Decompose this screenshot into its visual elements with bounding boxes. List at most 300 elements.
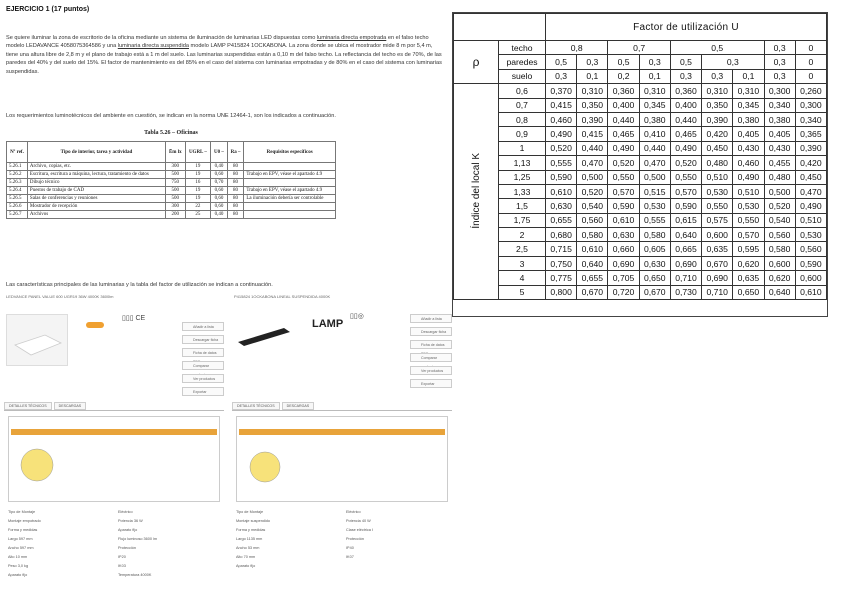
table-526-cell	[244, 211, 336, 219]
fu-data-row	[454, 98, 827, 112]
fu-cell: 0,340	[795, 112, 826, 126]
fu-cell: 0,575	[702, 213, 733, 227]
product-2-btn-5[interactable]: Ver productos	[410, 366, 452, 375]
product-1-tab-downloads[interactable]: DESCARGAS	[54, 402, 87, 410]
fu-cell: 0,600	[795, 271, 826, 285]
fu-k-value: 2	[499, 228, 546, 242]
spec-item: Forma y medidas	[8, 528, 38, 532]
polar-diagram-icon-2	[245, 447, 285, 489]
fu-cell: 0,490	[733, 170, 764, 184]
fu-suelo-value: 0,3	[764, 69, 795, 83]
spec-item: Tipo de Montaje	[8, 510, 36, 514]
table-526-cell: Escritura, escritura a máquina, lectura, tratamiento de datos	[27, 171, 165, 179]
fu-cell: 0,640	[577, 256, 608, 270]
fu-cell: 0,670	[577, 285, 608, 299]
table-526-cell: 200	[165, 211, 185, 219]
utilization-factor-table-wrapper	[452, 12, 828, 317]
table-526-cell: Trabajo en EPV, véase el apartado 4.9	[244, 187, 336, 195]
spec-item: IK03	[118, 564, 126, 568]
fu-k-value: 1,75	[499, 213, 546, 227]
product-2-btn-2[interactable]: Descargar ficha	[410, 327, 452, 336]
product-1-btn-4[interactable]: Comparar	[182, 361, 224, 370]
fu-k-value: 0,7	[499, 98, 546, 112]
ledvance-logo	[86, 322, 104, 328]
photometry-bar-1	[11, 429, 217, 435]
table-526-cell: 0,40	[211, 211, 228, 219]
fu-data-row	[454, 256, 827, 270]
fu-cell: 0,775	[546, 271, 577, 285]
fu-cell: 0,690	[702, 271, 733, 285]
fu-cell: 0,405	[764, 127, 795, 141]
table-526-cell: 80	[227, 203, 244, 211]
fu-paredes-row	[454, 55, 827, 69]
fu-cell: 0,520	[577, 184, 608, 198]
fu-cell: 0,720	[608, 285, 639, 299]
spec-item: Largo 597 mm	[8, 537, 33, 541]
fu-data-row	[454, 184, 827, 198]
table-526-cell	[244, 163, 336, 171]
fu-cell: 0,520	[546, 141, 577, 155]
fu-cell: 0,600	[764, 256, 795, 270]
spec-item: Protección	[346, 537, 364, 541]
fu-cell: 0,515	[639, 184, 670, 198]
fu-paredes-value: 0	[795, 55, 826, 69]
fu-cell: 0,390	[702, 112, 733, 126]
fu-cell: 0,350	[577, 98, 608, 112]
table-526-cell: 500	[165, 195, 185, 203]
fu-cell: 0,500	[764, 184, 795, 198]
fu-cell: 0,600	[702, 228, 733, 242]
fu-cell: 0,520	[608, 156, 639, 170]
fu-cell: 0,590	[608, 199, 639, 213]
fu-cell: 0,300	[795, 98, 826, 112]
fu-cell: 0,655	[546, 213, 577, 227]
fu-cell: 0,365	[795, 127, 826, 141]
fu-data-row	[454, 271, 827, 285]
product-2-btn-6[interactable]: Exportar	[410, 379, 452, 388]
fu-cell: 0,340	[764, 98, 795, 112]
fu-paredes-value: 0,5	[608, 55, 639, 69]
intro-text-2: en el falso techo modelo LEDAVANCE 4058075364586 y una	[6, 35, 429, 50]
table-526-cell: 0,60	[211, 195, 228, 203]
fu-k-value: 3	[499, 256, 546, 270]
fu-cell: 0,400	[670, 98, 701, 112]
fu-cell: 0,635	[733, 271, 764, 285]
fu-cell: 0,390	[577, 112, 608, 126]
product-2-btn-3[interactable]: Ficha de datos	[410, 340, 452, 349]
fu-cell: 0,360	[608, 84, 639, 98]
fu-data-row	[454, 127, 827, 141]
fu-paredes-value: 0,3	[577, 55, 608, 69]
fu-cell: 0,310	[639, 84, 670, 98]
fu-cell: 0,310	[577, 84, 608, 98]
spec-item: Peso 3,0 kg	[8, 564, 29, 568]
product-1-btn-6[interactable]: Exportar	[182, 387, 224, 396]
fu-cell: 0,415	[577, 127, 608, 141]
fu-cell: 0,530	[639, 199, 670, 213]
luminaires-caption: Las características principales de las luminarias y la tabla del factor de utilización se indican a continuación.	[6, 282, 273, 288]
product-2-title: P415824 1OCKABONA LINEAL SUSPENDIDA 4000K	[234, 294, 331, 299]
product-1-btn-1[interactable]: Añadir a lista	[182, 322, 224, 331]
spec-item: Alto 70 mm	[236, 555, 256, 559]
fu-cell: 0,260	[795, 84, 826, 98]
fu-suelo-value: 0,3	[702, 69, 733, 83]
fu-cell: 0,500	[577, 170, 608, 184]
fu-cell: 0,380	[639, 112, 670, 126]
table-526-cell: Dibujo técnico	[27, 179, 165, 187]
fu-k-value: 0,8	[499, 112, 546, 126]
table-526-header-cell: Requisitos específicos	[244, 142, 336, 163]
fu-title: Factor de utilización U	[546, 14, 827, 41]
fu-cell: 0,660	[608, 242, 639, 256]
fu-cell: 0,550	[670, 170, 701, 184]
fu-cell: 0,680	[546, 228, 577, 242]
fu-data-row	[454, 141, 827, 155]
table-526-header-cell: Nº ref.	[7, 142, 28, 163]
fu-cell: 0,380	[733, 112, 764, 126]
product-1-tabs	[4, 402, 224, 411]
spec-item: Forma y medidas	[236, 528, 266, 532]
fu-cell: 0,345	[639, 98, 670, 112]
table-526-row	[7, 203, 336, 211]
fu-cell: 0,560	[577, 213, 608, 227]
fu-suelo-value: 0,1	[733, 69, 764, 83]
fu-paredes-value: 0,5	[670, 55, 701, 69]
spec-item: Aparato fijo	[236, 564, 256, 568]
table-526-header-cell: U0 –	[211, 142, 228, 163]
table-526-header-cell: Ēm lx	[165, 142, 185, 163]
table-526-cell: 5.26.5	[7, 195, 28, 203]
fu-cell: 0,540	[577, 199, 608, 213]
fu-cell: 0,630	[546, 199, 577, 213]
intro-underline-2: luminaria directa suspendida	[117, 43, 189, 50]
fu-cell: 0,595	[733, 242, 764, 256]
product-1-tab-technical[interactable]: DETALLES TÉCNICOS	[4, 402, 52, 410]
table-526-cell: 16	[185, 179, 211, 187]
fu-cell: 0,550	[702, 199, 733, 213]
table-526-cell: 80	[227, 163, 244, 171]
fu-cell: 0,300	[764, 84, 795, 98]
fu-paredes-value: 0,3	[764, 55, 795, 69]
fu-cell: 0,410	[639, 127, 670, 141]
product-1-btn-5[interactable]: Ver productos	[182, 374, 224, 383]
product-card-1	[4, 292, 224, 599]
fu-k-value: 0,9	[499, 127, 546, 141]
fu-cell: 0,590	[670, 199, 701, 213]
fu-cell: 0,555	[546, 156, 577, 170]
fu-cell: 0,450	[702, 141, 733, 155]
table-526-cell: 500	[165, 171, 185, 179]
table-526-cell: 80	[227, 179, 244, 187]
intro-paragraph	[6, 34, 446, 76]
spec-item: IP20	[118, 555, 126, 559]
fu-cell: 0,615	[670, 213, 701, 227]
linear-luminaire-icon	[234, 314, 294, 364]
fu-suelo-value: 0,1	[577, 69, 608, 83]
table-526-row	[7, 187, 336, 195]
fu-cell: 0,670	[702, 256, 733, 270]
fu-cell: 0,610	[795, 285, 826, 299]
fu-cell: 0,610	[546, 184, 577, 198]
fu-rho-label: ρ	[454, 41, 499, 84]
product-card-2	[232, 292, 452, 599]
fu-data-row	[454, 242, 827, 256]
table-526-cell: 19	[185, 163, 211, 171]
table-526-cell: 500	[165, 187, 185, 195]
certification-marks: ▯▯▯ CE	[122, 315, 146, 322]
spec-item: Eléctrico	[118, 510, 133, 514]
fu-cell: 0,500	[639, 170, 670, 184]
table-526-cell: Mostrador de recepción	[27, 203, 165, 211]
fu-cell: 0,530	[702, 184, 733, 198]
fu-cell: 0,620	[764, 271, 795, 285]
table-526-cell	[244, 203, 336, 211]
fu-cell: 0,520	[764, 199, 795, 213]
fu-cell: 0,440	[639, 141, 670, 155]
polar-diagram-icon	[17, 447, 57, 489]
table-526	[6, 141, 336, 219]
fu-cell: 0,415	[546, 98, 577, 112]
fu-k-value: 1,13	[499, 156, 546, 170]
fu-cell: 0,440	[670, 112, 701, 126]
fu-suelo-value: 0,3	[670, 69, 701, 83]
fu-cell: 0,550	[733, 213, 764, 227]
product-2-tabs	[232, 402, 452, 411]
fu-data-row	[454, 199, 827, 213]
fu-k-value: 1,25	[499, 170, 546, 184]
spec-item: IP40	[346, 546, 354, 550]
fu-cell: 0,540	[764, 213, 795, 227]
table-526-header-cell: Tipo de interior, tarea y actividad	[27, 142, 165, 163]
spec-item: Montaje suspendido	[236, 519, 270, 523]
table-526-row	[7, 179, 336, 187]
table-526-cell: 19	[185, 171, 211, 179]
fu-cell: 0,580	[577, 228, 608, 242]
fu-suelo-value: 0,1	[639, 69, 670, 83]
fu-cell: 0,470	[577, 156, 608, 170]
fu-cell: 0,470	[795, 184, 826, 198]
fu-cell: 0,470	[639, 156, 670, 170]
fu-data-row	[454, 285, 827, 299]
intro-underline-1: luminaria directa empotrada	[316, 35, 387, 41]
product-2-btn-4[interactable]: Comparar	[410, 353, 452, 362]
table-526-cell: 80	[227, 171, 244, 179]
fu-cell: 0,450	[795, 170, 826, 184]
fu-cell: 0,370	[546, 84, 577, 98]
fu-k-label: Índice del local K	[470, 152, 482, 229]
table-526-cell: 80	[227, 195, 244, 203]
fu-cell: 0,590	[546, 170, 577, 184]
table-526-cell	[244, 179, 336, 187]
table-526-cell: Archivos	[27, 211, 165, 219]
fu-cell: 0,580	[639, 228, 670, 242]
table-526-cell: 5.26.1	[7, 163, 28, 171]
product-1-title: LEDVANCE PANEL VALUE 600 UGR19 36W 4000K 3600lm	[6, 294, 114, 299]
table-526-cell: La iluminación debería ser controlable	[244, 195, 336, 203]
spec-item: Aparato fijo	[118, 528, 138, 532]
fu-cell: 0,705	[608, 271, 639, 285]
table-526-cell: 0,60	[211, 187, 228, 195]
table-526-cell: 19	[185, 187, 211, 195]
fu-cell: 0,380	[764, 112, 795, 126]
panel-luminaire-image	[6, 314, 68, 366]
fu-techo-value: 0,8	[546, 41, 608, 55]
fu-cell: 0,490	[670, 141, 701, 155]
fu-cell: 0,665	[670, 242, 701, 256]
linear-luminaire-image	[234, 314, 294, 364]
fu-k-value: 1,33	[499, 184, 546, 198]
table-526-header	[7, 142, 336, 163]
fu-cell: 0,350	[702, 98, 733, 112]
spec-item: Aparato fijo	[8, 573, 28, 577]
fu-data-row	[454, 112, 827, 126]
product-1-specs-right	[118, 508, 157, 580]
product-1-specs-left	[8, 508, 41, 580]
spec-item: Flujo luminoso 3600 lm	[118, 537, 158, 541]
fu-cell: 0,610	[577, 242, 608, 256]
fu-paredes-value: 0,3	[639, 55, 670, 69]
table-526-cell: 5.26.3	[7, 179, 28, 187]
fu-cell: 0,465	[608, 127, 639, 141]
fu-cell: 0,490	[795, 199, 826, 213]
fu-cell: 0,420	[702, 127, 733, 141]
photometry-bar-2	[239, 429, 445, 435]
table-526-cell: 0,40	[211, 163, 228, 171]
fu-data-row	[454, 84, 827, 98]
table-526-cell: 22	[185, 203, 211, 211]
fu-suelo-value: 0,2	[608, 69, 639, 83]
table-526-cell: Salas de conferencias y reuniones	[27, 195, 165, 203]
fu-k-value: 1	[499, 141, 546, 155]
spec-item: Tipo de Montaje	[236, 510, 264, 514]
fu-cell: 0,400	[608, 98, 639, 112]
fu-cell: 0,520	[670, 156, 701, 170]
table-526-row	[7, 163, 336, 171]
table-526-cell: Archivo, copias, etc.	[27, 163, 165, 171]
fu-cell: 0,560	[795, 242, 826, 256]
table-526-cell: 80	[227, 211, 244, 219]
fu-paredes-value: 0,5	[546, 55, 577, 69]
spec-item: Largo 1135 mm	[236, 537, 263, 541]
table-526-cell: 0,70	[211, 179, 228, 187]
product-2-tab-technical[interactable]: DETALLES TÉCNICOS	[232, 402, 280, 410]
fu-cell: 0,715	[546, 242, 577, 256]
fu-cell: 0,560	[764, 228, 795, 242]
table-526-cell: 0,60	[211, 171, 228, 179]
fu-data-row	[454, 213, 827, 227]
spec-item: Eléctrico	[346, 510, 361, 514]
fu-k-value: 5	[499, 285, 546, 299]
fu-cell: 0,630	[639, 256, 670, 270]
exercise-title: EJERCICIO 1 (17 puntos)	[6, 6, 90, 13]
table-526-cell: 300	[165, 203, 185, 211]
certification-marks-2: ▯▯◎	[350, 313, 364, 320]
fu-paredes-value: 0,3	[702, 55, 764, 69]
spec-item: Montaje empotrado	[8, 519, 41, 523]
fu-cell: 0,630	[608, 228, 639, 242]
product-2-tab-downloads[interactable]: DESCARGAS	[282, 402, 315, 410]
table-526-cell: 25	[185, 211, 211, 219]
fu-techo-value: 0,7	[608, 41, 670, 55]
product-1-btn-2[interactable]: Descargar ficha	[182, 335, 224, 344]
fu-cell: 0,310	[733, 84, 764, 98]
fu-techo-value: 0	[795, 41, 826, 55]
lamp-logo: LAMP	[312, 318, 344, 330]
fu-cell: 0,635	[702, 242, 733, 256]
fu-cell: 0,440	[577, 141, 608, 155]
table-526-cell: Trabajo en EPV, véase el apartado 4.9	[244, 171, 336, 179]
fu-data-row	[454, 228, 827, 242]
fu-k-value: 0,6	[499, 84, 546, 98]
fu-data-row	[454, 156, 827, 170]
table-526-cell: Puestos de trabajo de CAD	[27, 187, 165, 195]
fu-cell: 0,490	[608, 141, 639, 155]
fu-cell: 0,650	[639, 271, 670, 285]
product-2-btn-1[interactable]: Añadir a lista	[410, 314, 452, 323]
fu-cell: 0,580	[764, 242, 795, 256]
fu-cell: 0,610	[608, 213, 639, 227]
fu-techo-value: 0,3	[764, 41, 795, 55]
fu-cell: 0,510	[795, 213, 826, 227]
fu-cell: 0,550	[608, 170, 639, 184]
fu-k-value: 4	[499, 271, 546, 285]
table-526-cell: 0,60	[211, 203, 228, 211]
fu-cell: 0,800	[546, 285, 577, 299]
intro-text-3: modelo LAMP P415824 1OCKABONA. La zona donde se ubica el mostrador mide 8 m por 5,4 m, tiene una altura libre de 2,8 m y el plano de trabajo está a 1 m del suelo. Las luminarias suspendidas están a 0,10 m del falso techo. La reflectancia del techo es de 70%, de las paredes del 40% y del suelo del 15%. El factor de mantenimiento es del 85% en el caso del sistema con luminarias empotradas y de 80% en el caso del sistema con luminarias suspendidas.	[6, 43, 442, 75]
table-526-cell: 300	[165, 163, 185, 171]
fu-cell: 0,650	[733, 285, 764, 299]
table-526-row	[7, 211, 336, 219]
intro-text-1: Se quiere iluminar la zona de escritorio de la oficina mediante un sistema de iluminación de luminarias LED dispuestas como	[6, 35, 316, 41]
spec-item: Protección	[118, 546, 136, 550]
product-1-btn-3[interactable]: Ficha de datos	[182, 348, 224, 357]
table-526-cell: 5.26.7	[7, 211, 28, 219]
requirements-paragraph: Los requerimientos luminotécnicos del ambiente en cuestión, se indican en la norma UNE 12464-1, son los indicados a continuación.	[6, 113, 336, 119]
spec-item: Ancho 597 mm	[8, 546, 34, 550]
fu-cell: 0,710	[702, 285, 733, 299]
fu-cell: 0,405	[733, 127, 764, 141]
fu-cell: 0,730	[670, 285, 701, 299]
panel-luminaire-icon	[7, 315, 67, 365]
fu-techo-value: 0,5	[670, 41, 764, 55]
fu-cell: 0,430	[733, 141, 764, 155]
table-526-header-cell: UGRL –	[185, 142, 211, 163]
fu-k-label-cell	[454, 84, 499, 300]
fu-cell: 0,460	[546, 112, 577, 126]
fu-cell: 0,570	[733, 228, 764, 242]
table-526-cell: 80	[227, 187, 244, 195]
fu-cell: 0,670	[639, 285, 670, 299]
table-526-caption: Tabla 5.26 – Oficinas	[144, 130, 198, 136]
fu-cell: 0,620	[733, 256, 764, 270]
spec-item: Ancho 53 mm	[236, 546, 260, 550]
fu-cell: 0,465	[670, 127, 701, 141]
fu-suelo-value: 0	[795, 69, 826, 83]
fu-cell: 0,555	[639, 213, 670, 227]
fu-suelo-value: 0,3	[546, 69, 577, 83]
spec-item: IK07	[346, 555, 354, 559]
fu-cell: 0,460	[733, 156, 764, 170]
table-526-body	[7, 163, 336, 219]
table-526-row	[7, 195, 336, 203]
fu-cell: 0,590	[795, 256, 826, 270]
fu-cell: 0,345	[733, 98, 764, 112]
fu-cell: 0,390	[795, 141, 826, 155]
spec-item: Clase eléctrica I	[346, 528, 374, 532]
fu-cell: 0,530	[795, 228, 826, 242]
table-526-cell: 750	[165, 179, 185, 187]
table-526-header-cell: Ra –	[227, 142, 244, 163]
